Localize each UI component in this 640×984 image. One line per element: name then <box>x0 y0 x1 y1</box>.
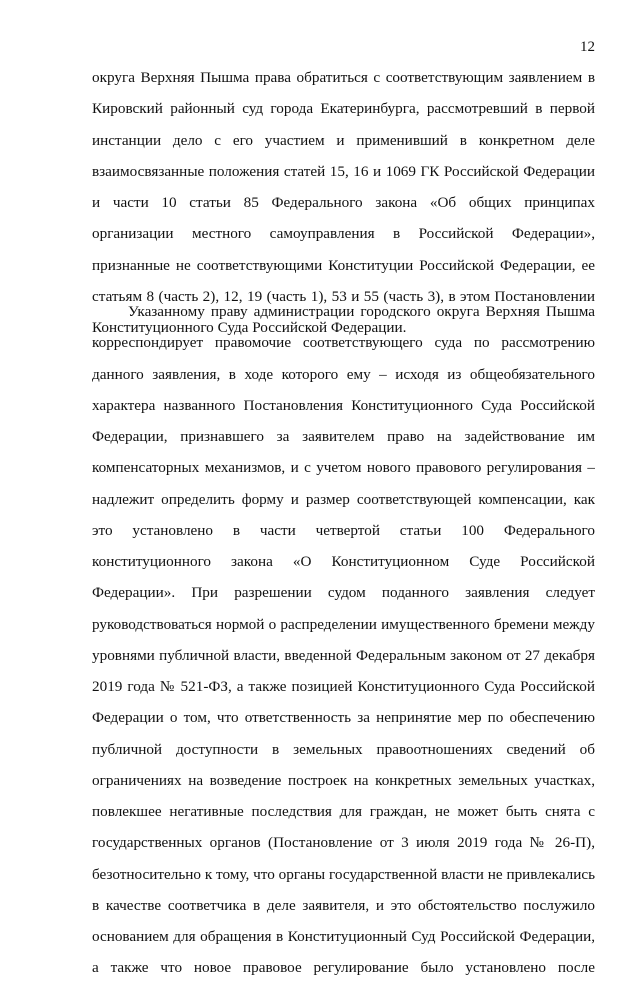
paragraph-line: организации местного самоуправления в Российской Федерации», <box>92 225 595 243</box>
paragraph-line: округа Верхняя Пышма права обратиться с соответствующим заявлением в <box>92 69 595 86</box>
paragraph-line: 2019 года № 521-ФЗ, а также позицией Конституционного Суда Российской <box>92 678 595 695</box>
paragraph-line: ограничениях на возведение построек на конкретных земельных участках, <box>92 771 595 789</box>
paragraph-line: безотносительно к тому, что органы государственной власти не привлекались <box>92 865 595 883</box>
paragraph-line: государственных органов (Постановление от 3 июля 2019 года № 26-П), <box>92 834 595 852</box>
paragraph-line: Кировский районный суд города Екатеринбурга, рассмотревший в первой <box>92 100 595 118</box>
paragraph-line: повлекшее негативные последствия для граждан, не может быть снята с <box>92 803 595 820</box>
paragraph-line: взаимосвязанные положения статей 15, 16 и 1069 ГК Российской Федерации <box>92 162 595 180</box>
paragraph-line: компенсаторных механизмов, и с учетом нового правового регулирования – <box>92 459 595 477</box>
paragraph-line: Федерации о том, что ответственность за непринятие мер по обеспечению <box>92 709 595 727</box>
paragraph-line: руководствоваться нормой о распределении имущественного бремени между <box>92 615 595 633</box>
paragraph-line: данного заявления, в ходе которого ему – исходя из общеобязательного <box>92 365 595 383</box>
paragraph-2 <box>92 296 595 984</box>
paragraph-line: статьям 8 (часть 2), 12, 19 (часть 1), 53 и 55 (часть 3), в этом Постановлении <box>92 287 595 305</box>
paragraph-line: основанием для обращения в Конституционный Суд Российской Федерации, <box>92 928 595 945</box>
paragraph-line: Федерации». При разрешении судом поданного заявления следует <box>92 584 595 602</box>
paragraph-line: в качестве соответчика в деле заявителя, и это обстоятельство послужило <box>92 896 595 914</box>
paragraph-line: публичной доступности в земельных правоотношениях сведений об <box>92 740 595 758</box>
paragraph-line: уровнями публичной власти, введенной Федеральным законом от 27 декабря <box>92 646 595 664</box>
paragraph-line: характера названного Постановления Конституционного Суда Российской <box>92 396 595 414</box>
paragraph-line: Указанному праву администрации городского округа Верхняя Пышма <box>128 303 595 320</box>
page-number: 12 <box>580 39 595 55</box>
paragraph-line: корреспондирует правомочие соответствующего суда по рассмотрению <box>92 334 595 352</box>
paragraph-line: инстанции дело с его участием и применивший в конкретном деле <box>92 131 595 149</box>
paragraph-line: признанные не соответствующими Конституции Российской Федерации, ее <box>92 256 595 274</box>
paragraph-line: Конституционного Суда Российской Федерации. <box>92 319 407 336</box>
paragraph-line: надлежит определить форму и размер соответствующей компенсации, как <box>92 490 595 508</box>
paragraph-line: а также что новое правовое регулирование было установлено после <box>92 959 595 977</box>
paragraph-line: конституционного закона «О Конституционном Суде Российской <box>92 553 595 570</box>
paragraph-line: это установлено в части четвертой статьи 100 Федерального <box>92 521 595 539</box>
paragraph-line: Федерации, признавшего за заявителем право на задействование им <box>92 428 595 445</box>
paragraph-line: и части 10 статьи 85 Федерального закона «Об общих принципах <box>92 194 595 211</box>
